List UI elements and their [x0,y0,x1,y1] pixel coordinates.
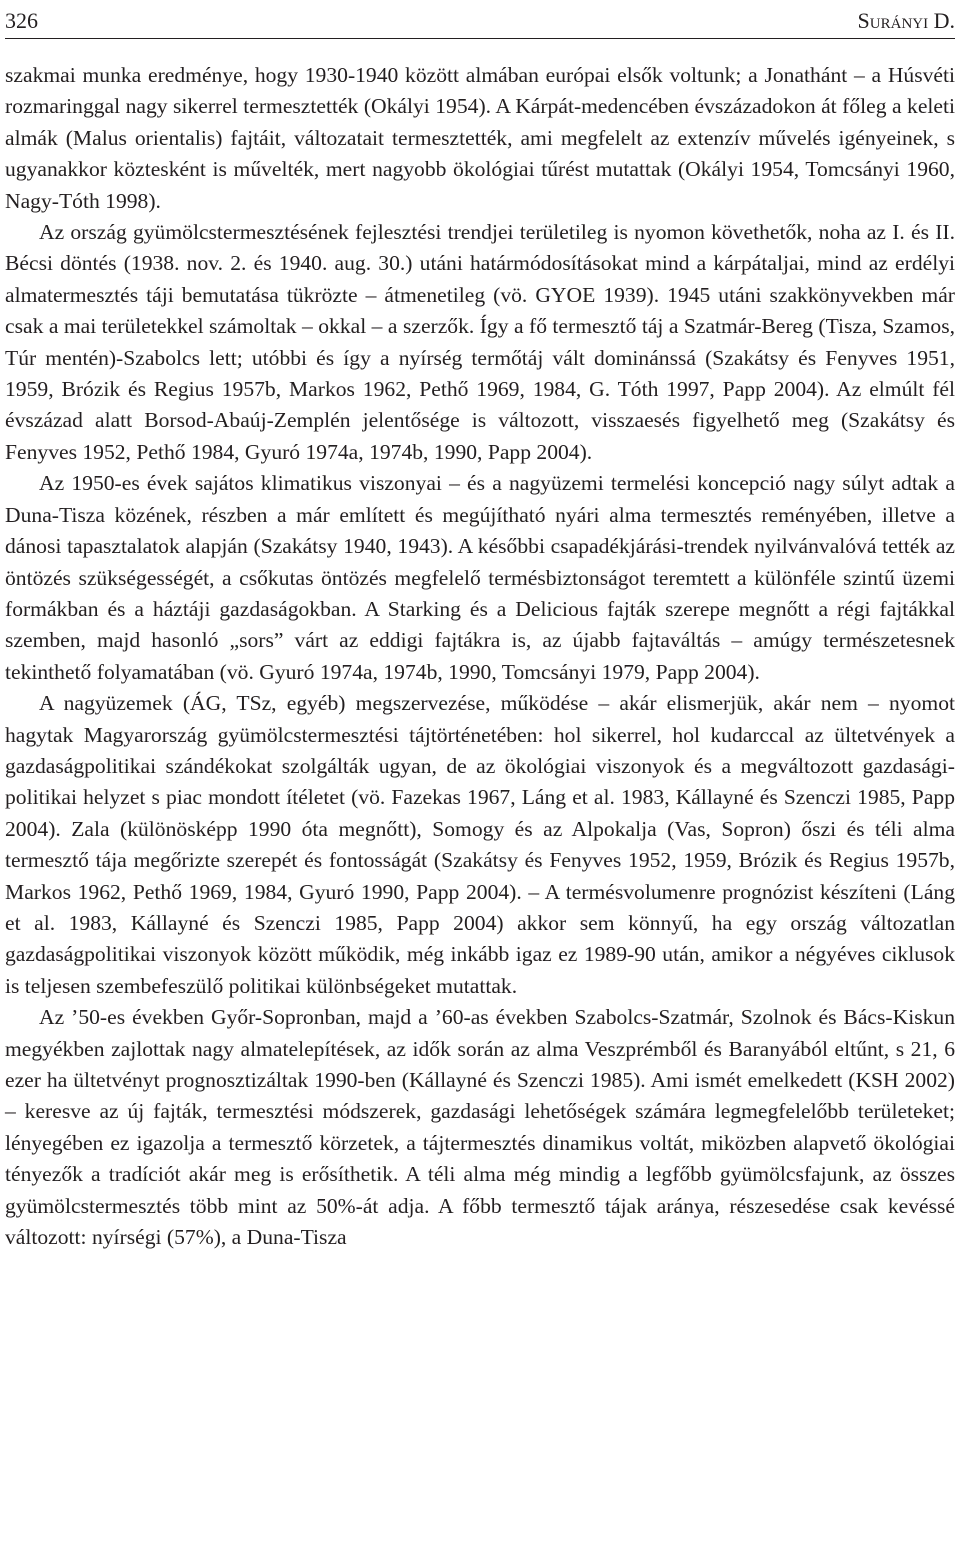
paragraph-2: Az ország gyümölcstermesztésének fejlesztési trendjei területileg is nyomon követhetők, noha az I. és II. Bécsi döntés (1938. nov. 2. és 1940. aug. 30.) utáni határmódosításokat mind a kárpátaljai, mind az erdélyi almatermesztés táji bemutatása tükrözte – átmenetileg (vö. GYOE 1939). 1945 utáni szakkönyvekben már csak a mai területekkel számoltak – okkal – a szerzők. Így a fő termesztő táj a Szatmár-Bereg (Tisza, Szamos, Túr mentén)-Szabolcs lett; utóbbi és így a nyírség termőtáj vált dominánssá (Szakátsy és Fenyves 1951, 1959, Brózik és Regius 1957b, Markos 1962, Pethő 1969, 1984, G. Tóth 1997, Papp 2004). Az elmúlt fél évszázad alatt Borsod-Abaúj-Zemplén jelentősége is változott, visszaesés figyelhető meg (Szakátsy és Fenyves 1952, Pethő 1984, Gyuró 1974a, 1974b, 1990, Papp 2004). [5,220,955,464]
page-header [5,6,955,39]
running-head: Surányi D. [857,8,955,33]
page-number: 326 [5,8,38,33]
paragraph-5: Az ’50-es években Győr-Sopronban, majd a ’60-as években Szabolcs-Szatmár, Szolnok és Bács-Kiskun megyékben zajlottak nagy almatelepítések, az idők során az alma Veszprémből és Baranyából eltűnt, s 21, 6 ezer ha ültetvényt prognosztizáltak 1990-ben (Kállayné és Szenczi 1985). Ami ismét emelkedett (KSH 2002) – keresve az új fajták, termesztési módszerek, gazdasági lehetőségek számára legmegfelelőbb területeket; lényegében ez igazolja a termesztő körzetek, a tájtermesztés dinamikus voltát, miközben alapvető ökológiai tényezők a tradíciót akár meg is erősíthetik. A téli alma még mindig a legfőbb gyümölcsfajunk, az összes gyümölcstermesztés több mint az 50%-át adja. A főbb termesztő tájak aránya, részesedése csak kevéssé változott: nyírségi (57%), a Duna-Tisza [5,1005,955,1250]
paragraph-4: A nagyüzemek (ÁG, TSz, egyéb) megszervezése, működése – akár elismerjük, akár nem – nyomot hagytak Magyarország gyümölcstermesztési tájtörténetében: hol sikerrel, hol kudarccal az ültetvények a gazdaságpolitikai szándékokat szolgálták ugyan, de az ökológiai viszonyok és a megváltozott gazdasági-politikai helyzet s piac mondott ítéletet (vö. Fazekas 1967, Láng et al. 1983, Kállayné és Szenczi 1985, Papp 2004). Zala (különösképp 1990 óta megnőtt), Somogy és az Alpokalja (Vas, Sopron) őszi és téli alma termesztő tája megőrizte szerepét és fontosságát (Szakátsy és Fenyves 1952, 1959, Brózik és Regius 1957b, Markos 1962, Pethő 1969, 1984, Gyuró 1990, Papp 2004). – A termésvolumenre prognózist készíteni (Láng et al. 1983, Kállayné és Szenczi 1985, Papp 2004) akkor sem könnyű, ha egy ország változatlan gazdaságpolitikai viszonyok között működik, még inkább igaz ez 1989-90 után, amikor a négyéves ciklusok is teljesen szembefeszülő politikai különbségeket mutattak. [5,691,955,998]
body-text [5,60,955,1253]
paragraph-1: szakmai munka eredménye, hogy 1930-1940 között almában európai elsők voltunk; a Jonathánt – a Húsvéti rozmaringgal nagy sikerrel termesztették (Okályi 1954). A Kárpát-medencében évszázadokon át főleg a keleti almák (Malus orientalis) fajtáit, változatait termesztették, ami megfelelt az extenzív művelés igényeinek, s ugyanakkor köztesként is művelték, mert nagyobb ökológiai tűrést mutattak (Okályi 1954, Tomcsányi 1960, Nagy-Tóth 1998). [5,63,955,213]
paragraph-3: Az 1950-es évek sajátos klimatikus viszonyai – és a nagyüzemi termelési koncepció nagy súlyt adtak a Duna-Tisza közének, részben a már említett és megújítható nyári alma termesztés reményében, illetve a dánosi tapasztalatok alapján (Szakátsy 1940, 1943). A későbbi csapadékjárási-trendek nyilvánvalóvá tették az öntözés szükségességét, a csőkutas öntözés megfelelő termésbiztonságot teremtett a különféle szintű üzemi formákban és a háztáji gazdaságokban. A Starking és a Delicious fajták szerepe megnőtt a régi fajtákkal szemben, majd hasonló „sors” várt az eddigi fajtákra is, az újabb fajtaváltás – amúgy természetesnek tekinthető folyamatában (vö. Gyuró 1974a, 1974b, 1990, Tomcsányi 1979, Papp 2004). [5,471,955,684]
